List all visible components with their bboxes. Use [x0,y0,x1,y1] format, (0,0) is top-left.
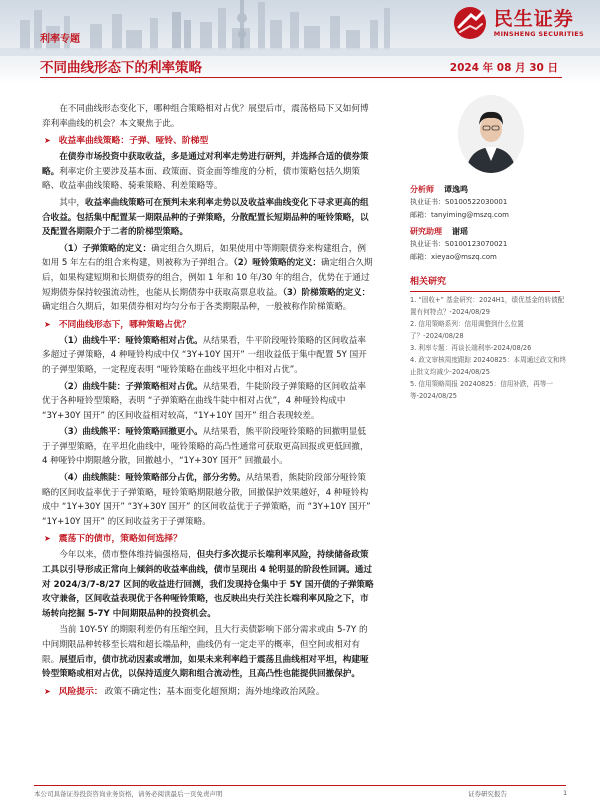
analyst-2-email[interactable]: 邮箱：xieyao@mszq.com [410,252,497,261]
summary-column [42,102,374,701]
analyst-2-license: 执业证书：S0100123070021 [410,240,508,248]
related-item-2[interactable]: 2. 信用策略系列：信用调整到什么位置了？-2024/08/28 [410,320,524,340]
section-heading-curve-shapes: ➤ 不同曲线形态下，哪种策略占优？ [44,319,191,330]
analyst-1: 分析师 谭逸鸣 [410,185,468,194]
footer-divider [34,785,566,786]
related-research-list [410,294,570,402]
analyst-2-name: 谢瑶 [452,227,468,236]
analyst-portrait-icon [458,95,524,173]
paragraph-strategy-definitions: （1）子弹策略的定义：确定组合久期后，如果使用中等期限债券来构建组合，例如用 5 年左右的组合来构建，则被称为子弹组合。（2）哑铃策略的定义：确定组合久期后，如果构建短期和长期债券的组合，例如 1 年和 10 年/30 年的组合，优势在于通过短期债券保持较强流动性，也能从长期债券中获取高票息收益。（3）阶梯策略的定义：确定组合久期后，如果债券相对均匀分布于各类期限品种，一般被称作阶梯策略。 [42,243,373,313]
report-date: 2024 年 08 月 30 日 [449,62,558,74]
arrow-icon: ➤ [44,319,51,329]
section-heading-market-outlook: ➤ 震荡下的债市，策略如何选择？ [44,534,182,545]
intro-paragraph: 在不同曲线形态变化下，哪种组合策略相对占优？展望后市，震荡格局下又如何博弈利率曲线的机会？本文聚焦于此。 [42,104,369,129]
arrow-icon: ➤ [44,686,51,696]
analyst-1-name: 谭逸鸣 [444,185,468,194]
page-number: 1 [563,789,568,797]
title-divider [40,77,562,78]
paragraph-bear-steep: （4）曲线熊陡：哑铃策略部分占优，部分劣势。从结果看，熊陡阶段部分哑铃策略的区间收益率优于子弹策略，哑铃策略期限越分散，回撤保护效果越好，4 种哑铃构成中 “1Y+30Y 国开” “3Y+30Y 国开” 的区间收益优于子弹策略，而 “3Y+10Y 国开” “1Y+10Y 国开” 的区间收益劣于子弹策略。 [42,473,371,527]
paragraph-curve-strategy: 其中，收益率曲线策略可在预判未来利率走势以及收益率曲线变化下寻求更高的组合收益。包括集中配置某一期限品种的子弹策略，分散配置长短期品种的哑铃策略，以及配置各期限介于二者的阶梯型策略。 [42,197,369,238]
related-research-title: 相关研究 [410,277,447,287]
logo-chinese-name: 民生证券 [493,8,574,30]
arrow-icon: ➤ [44,136,51,146]
paragraph-bond-strategy: 在债券市场投资中获取收益，多是通过对利率走势进行研判，并选择合适的债券策略。利率定价主要涉及基本面、政策面、资金面等维度的分析，债市策略包括久期策略、收益率曲线策略、骑乘策略、利差策略等。 [42,152,369,192]
related-item-4[interactable]: 4. 政文审核周度跟踪 20240825：本周通过政文和终止批文均减少-2024/08/25 [410,356,567,376]
logo-english-name: MINSHENG SECURITIES [493,30,584,38]
analyst-1-email[interactable]: 邮箱：tanyiming@mszq.com [410,210,509,219]
paragraph-bull-steep: （2）曲线牛陡：子弹策略相对占优。从结果看，牛陡阶段子弹策略的区间收益率优于各种哑铃型策略，表明 “子弹策略在曲线牛陡中相对占优”，4 种哑铃构成中 “3Y+30Y 国开” 的区间收益相对较高，“1Y+10Y 国开” 组合表现较差。 [42,381,366,421]
related-item-3[interactable]: 3. 利率专题：再谈长端利率-2024/08/26 [410,344,532,352]
brand-logo [452,6,584,40]
report-header [0,0,600,84]
related-item-1[interactable]: 1. “固收+” 基金研究：2024H1，绩优基金的转债配置有何特点？-2024/08/29 [410,296,565,316]
related-item-5[interactable]: 5. 信用策略周报 20240825：信用补跌，再等一等-2024/08/25 [410,380,553,400]
paragraph-ytd-review: 今年以来，债市整体维持偏强格局，但央行多次提示长端利率风险，持续储备政策工具以引导形成正常向上倾斜的收益率曲线，债市呈现出 4 轮明显的阶段性回调。通过对 2024/3/7-8/27 区间的收益进行回测，我们发现持仓集中于 5Y 国开债的子弹策略攻守兼备，区间收益表现优于各种哑铃策略，也反映出央行关注长端利率风险之下，市场转向挖掘 5-7Y 中间期限品种的投资机会。 [42,550,374,619]
risk-warning: ➤ 风险提示： 政策不确定性；基本面变化超预期；海外地缘政治风险。 [44,686,325,697]
analyst-photo [458,95,524,173]
report-title: 不同曲线形态下的利率策略 [40,60,202,76]
footer-label: 证券研究报告 [468,790,507,798]
sidebar [410,95,570,402]
paragraph-outlook: 当前 10Y-5Y 的期限利差仍有压缩空间，且大行卖债影响下部分需求或由 5-7Y 的中间期限品种转移至长端和超长端品种，曲线仍有一定走平的概率，但空间或相对有限。展望后市，债市扰动因素或增加，如果未来利率趋于震荡且曲线相对平坦，构建哑铃型策略或相对占优，以保持适度久期和组合流动性，且高凸性也能提供回撤保护。 [42,625,369,680]
paragraph-bull-flat: （1）曲线牛平：哑铃策略相对占优。从结果看，牛平阶段哑铃策略的区间收益率多超过子弹策略，4 种哑铃构成中仅 “3Y+10Y 国开” 一组收益低于集中配置 5Y 国开的子弹型策略，一定程度表明 “哑铃策略在曲线平坦化中相对占优”。 [42,335,367,375]
arrow-icon: ➤ [44,534,51,544]
related-divider [410,291,560,292]
report-category: 利率专题 [40,34,80,45]
paragraph-bear-flat: （3）曲线熊平：哑铃策略回撤更小。从结果看，熊平阶段哑铃策略的回撤明显低于子弹型策略，在平坦化曲线中，哑铃策略的高凸性通常可获取更高回报或更低回撤，4 种哑铃中期限越分散，回撤越小，“1Y+30Y 国开” 回撤最小。 [42,427,369,467]
section-heading-curve-strategy: ➤ 收益率曲线策略：子弹、哑铃、阶梯型 [44,136,209,147]
minsheng-logo-icon [452,6,488,40]
analyst-2: 研究助理 谢瑶 [410,227,468,236]
footer-disclaimer: 本公司具备证券投资咨询业务资格，请务必阅读最后一页免责声明 [34,790,223,798]
analyst-1-license: 执业证书：S0100522030001 [410,198,508,206]
